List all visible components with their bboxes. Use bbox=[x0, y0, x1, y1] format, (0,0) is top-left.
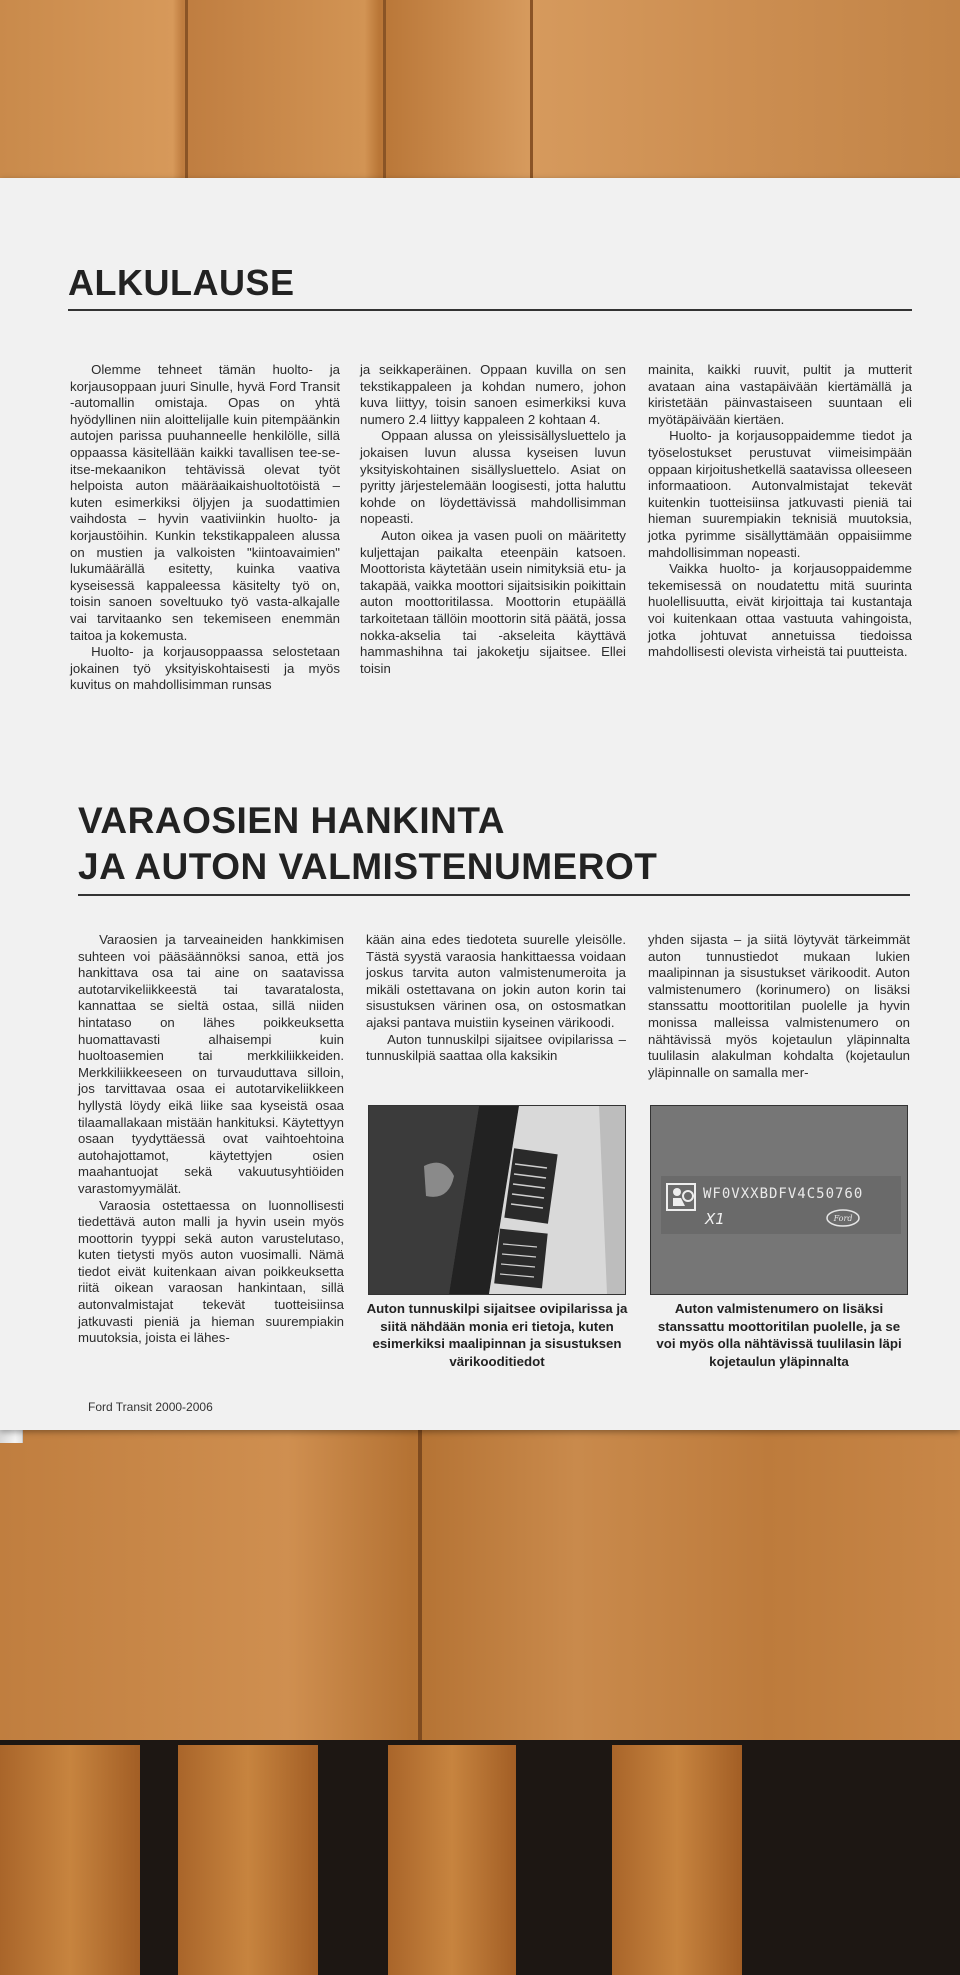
page-title: ALKULAUSE bbox=[68, 262, 295, 303]
paragraph: Auton tunnuskilpi sijaitsee ovipilarissa – tunnuskilpiä saattaa olla kaksikin bbox=[366, 1031, 626, 1064]
chair-slat bbox=[0, 1745, 140, 1975]
chair-slat bbox=[612, 1745, 742, 1975]
paragraph: Varaosien ja tarveaineiden hankkimisen suhteen voi pääsäännöksi sanoa, että jos hankittava osa tai aine on saatavissa autotarvikeliikkeestä tai tavaratalosta, kannattaa se sieltä ostaa, sillä niiden hintataso on lähes poikkeuksetta huomattavasti alhaisempi kuin huoltoasemien tai merkkiliikkeiden. Merkkiliikkeeseen on turvauduttava silloin, jos tarvittavaa osaa ei autotarvikeliikkeen hyllystä löydy eikä liike saa kyseistä osaa tilaamallakaan mistään hankituksi. Käytettyyn osaan tyydyttäessä ovat vaihtoehtoina autohajottamot, käytettyjen osien maahantuojat sekä vakuutusyhtiöiden varastomyymälät. bbox=[78, 932, 344, 1196]
paragraph: Auton oikea ja vasen puoli on määritetty kuljettajan paikalta eteenpäin katsoen. Moottorista käytetään usein nimityksiä etu- ja takapää, vaikka moottori sijaitsisikin poikittain auton moottoritilassa. Moottorin etupäällä tarkoitetaan tällöin moottorin sitä päätä, jossa nokka-akselia tai -akseleita käyttävä hammashihna tai jakoketju sijaitsee. Ellei toisin bbox=[360, 527, 626, 676]
text-column-3 bbox=[648, 362, 912, 661]
section-title-line-2: JA AUTON VALMISTENUMEROT bbox=[78, 846, 658, 887]
photo-caption: Auton valmistenumero on lisäksi stanssattu moottoritilan puolelle, ja se voi myös olla nähtävissä tuulilasin läpi kojetaulun yläpinnalta bbox=[656, 1301, 902, 1369]
text-column-2 bbox=[366, 932, 626, 1065]
chair-slat bbox=[388, 1745, 516, 1975]
text-column-2 bbox=[360, 362, 626, 677]
text-column-1 bbox=[70, 362, 340, 694]
paragraph: Vaikka huolto- ja korjausoppaidemme tekemisessä on noudatettu mitä suurinta huolellisuutta, eivät kirjoittaja tai kustantaja voi kuitenkaan ottaa vastuuta vahingoista, jotka johtuvat annetuissa tiedoissa mahdollisesti olevista virheistä tai puutteista. bbox=[648, 561, 912, 660]
title-divider bbox=[68, 309, 912, 311]
paragraph: yhden sijasta – ja siitä löytyvät tärkeimmät auton tunnustiedot mukaan lukien maalipinnan ja sisustukset värikoodit. Auton valmistenumero (korinumero) on lisäksi stanssattu moottoritilan puolelle ja hyvin monissa malleissa valmistenumero on nähtävissä myös kojetaulun yläpinnalta tuulilasin alakulman kohdalta (kojetaulun yläpinnalle on samalla mer- bbox=[648, 932, 910, 1080]
stamp-mark: X1 bbox=[705, 1210, 725, 1228]
paragraph: ja seikkaperäinen. Oppaan kuvilla on sen tekstikappaleen ja kohdan numero, johon kuva liittyy, toisin sanoen esimerkiksi kuva numero 2.4 liittyy kappaleen 2 kohtaan 4. bbox=[360, 362, 626, 427]
page-footer: Ford Transit 2000-2006 bbox=[88, 1400, 213, 1414]
photo-caption: Auton tunnuskilpi sijaitsee ovipilarissa ja siitä nähdään monia eri tietoja, kuten esimerkiksi maalipinnan ja sisustuksen värikooditiedot bbox=[366, 1301, 628, 1369]
section-divider bbox=[78, 894, 910, 896]
wood-seam bbox=[185, 0, 188, 190]
paragraph: mainita, kaikki ruuvit, pultit ja mutterit avataan aina vastapäivään kiertämällä ja kiristetään päinvastaiseen suuntaan eli myötäpäivään kiertäen. bbox=[648, 362, 912, 427]
text-column-1 bbox=[78, 932, 344, 1347]
wood-seam bbox=[383, 0, 386, 190]
paragraph: Huolto- ja korjausoppaassa selostetaan jokainen työ yksityiskohtaisesti ja myös kuvitus on mahdollisimman runsas bbox=[70, 644, 340, 693]
vin-stamp-photo bbox=[650, 1105, 908, 1295]
vin-plate-illustration bbox=[651, 1106, 907, 1294]
paragraph: Oppaan alussa on yleissisällysluettelo ja jokaisen luvun alussa kyseisen luvun yksityiskohtainen sisällysluettelo. Asiat on pyritty järjestelemään loogisesti, jotta haluttu kohde on löydettävissä mahdollisimman nopeasti. bbox=[360, 428, 626, 527]
section-title-line-1: VARAOSIEN HANKINTA bbox=[78, 800, 505, 841]
text-column-3 bbox=[648, 932, 910, 1081]
wood-seam bbox=[418, 1420, 422, 1740]
wooden-table-bottom bbox=[0, 1420, 960, 1740]
door-pillar-illustration bbox=[369, 1106, 625, 1294]
vin-number: WF0VXXBDFV4C50760 bbox=[703, 1186, 864, 1202]
section-title bbox=[78, 798, 657, 890]
ford-logo-text: Ford bbox=[833, 1214, 853, 1223]
paragraph: kään aina edes tiedoteta suurelle yleisölle. Tästä syystä varaosia hankittaessa voidaan joskus tarvita auton valmistenumeroita ja mikäli ostettavana on jokin auton korin tai sisustuksen värinen osa, on ostosmatkan ajaksi pantava muistiin kyseinen värikoodi. bbox=[366, 932, 626, 1030]
paragraph: Huolto- ja korjausoppaidemme tiedot ja työselostukset perustuvat viimeisimpään oppaan kirjoitushetkellä saatavissa olleeseen informaatioon. Autonvalmistajat tekevät kuitenkin tuotteisiinsa jatkuvasti pieniä tai hieman suurempiakin teknisiä muutoksia, jotka pyrimme sisällyttämään oppaisiimme mahdollisimman nopeasti. bbox=[648, 428, 912, 560]
door-pillar-label-photo bbox=[368, 1105, 626, 1295]
paragraph: Olemme tehneet tämän huolto- ja korjausoppaan juuri Sinulle, hyvä Ford Transit -automallin omistaja. Opas on yhtä hyödyllinen niin aloittelijalle kuin pitempäänkin autojen parissa puuhanneelle henkilölle, sillä oppaassa käsitellään kaikki tavallisen tee-se-itse-mekaanikon tehtävissä olevat työt helpoista auton määräaikaishuoltotöistä – kuten esimerkiksi öljyjen ja suodattimien vaihdosta – hyvin vaativiinkin huolto- ja korjaustöihin. Kunkin tekstikappaleen alussa on mustien ja valkoisten "kiintoavaimien" lukumäärällä esitetty, kuinka vaativa kyseisessä kappaleessa käsitelty työ on, toisin sanoen soveltuuko työ vasta-alkajalle vai tarvitaanko sen tekemiseen enemmän taitoa ja kokemusta. bbox=[70, 362, 340, 643]
wooden-table-top bbox=[0, 0, 960, 190]
wood-seam bbox=[530, 0, 533, 190]
chair-slat bbox=[178, 1745, 318, 1975]
paragraph: Varaosia ostettaessa on luonnollisesti tiedettävä auton malli ja hyvin usein myös moottorin tyyppi sekä auton varustelutaso, kuten tietysti myös auton vuosimalli. Nämä tiedot eivät kuitenkaan aivan poikkeuksetta riitä oikean varaosan hankintaan, sillä autonvalmistajat tekevät tuotteisiinsa jatkuvasti pieniä ja hieman suurempiakin muutoksia, joista ei lähes- bbox=[78, 1197, 344, 1346]
